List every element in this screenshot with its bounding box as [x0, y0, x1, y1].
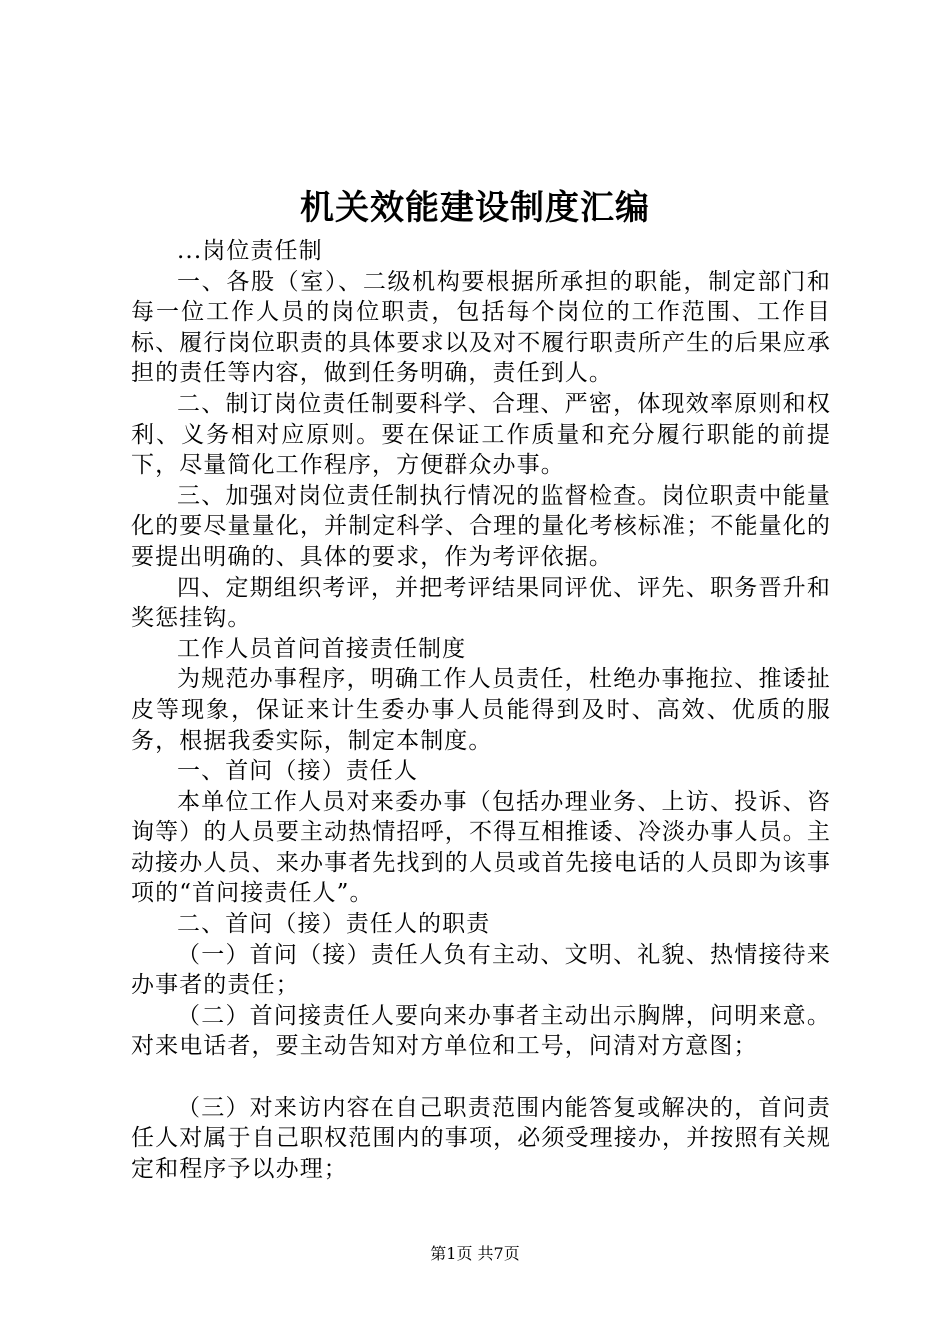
section-heading-first-inquiry: 工作人员首问首接责任制度: [177, 635, 467, 662]
paragraph: 一、各股（室）、二级机构要根据所承担的职能，制定部门和每一位工作人员的岗位职责，包括每个岗位的工作范围、工作目标、履行岗位职责的具体要求以及对不履行职责所产生的后果应承担的责任等内容，做到任务明确，责任到人。: [131, 268, 831, 387]
subheading: 一、首问（接）责任人: [177, 758, 418, 785]
paragraph: （三）对来访内容在自己职责范围内能答复或解决的，首问责任人对属于自己职权范围内的事项，必须受理接办，并按照有关规定和程序予以办理；: [131, 1094, 831, 1182]
document-title: 机关效能建设制度汇编: [300, 188, 650, 228]
paragraph: 本单位工作人员对来委办事（包括办理业务、上访、投诉、咨询等）的人员要主动热情招呼，不得互相推诿、冷淡办事人员。主动接办人员、来办事者先找到的人员或首先接电话的人员即为该事项的“首问接责任人”。: [131, 788, 831, 907]
paragraph: 四、定期组织考评，并把考评结果同评优、评先、职务晋升和奖惩挂钩。: [131, 574, 831, 632]
blank-line: [131, 1062, 831, 1093]
paragraph: 为规范办事程序，明确工作人员责任，杜绝办事拖拉、推诿扯皮等现象，保证来计生委办事人员能得到及时、高效、优质的服务，根据我委实际，制定本制度。: [131, 666, 831, 754]
document-body: [131, 236, 831, 1184]
page-footer: 第1页 共7页: [430, 1244, 520, 1263]
paragraph: （一）首问（接）责任人负有主动、文明、礼貌、热情接待来办事者的责任；: [131, 941, 831, 999]
subheading: 二、首问（接）责任人的职责: [177, 911, 491, 938]
paragraph: 三、加强对岗位责任制执行情况的监督检查。岗位职责中能量化的要尽量量化，并制定科学、合理的量化考核标准；不能量化的要提出明确的、具体的要求，作为考评依据。: [131, 482, 831, 570]
paragraph: （二）首问接责任人要向来办事者主动出示胸牌，问明来意。对来电话者，要主动告知对方单位和工号，问清对方意图；: [131, 1002, 831, 1060]
section-heading-job-responsibility: ...岗位责任制: [177, 238, 323, 264]
paragraph: 二、制订岗位责任制要科学、合理、严密，体现效率原则和权利、义务相对应原则。要在保证工作质量和充分履行职能的前提下，尽量简化工作程序，方便群众办事。: [131, 390, 831, 479]
